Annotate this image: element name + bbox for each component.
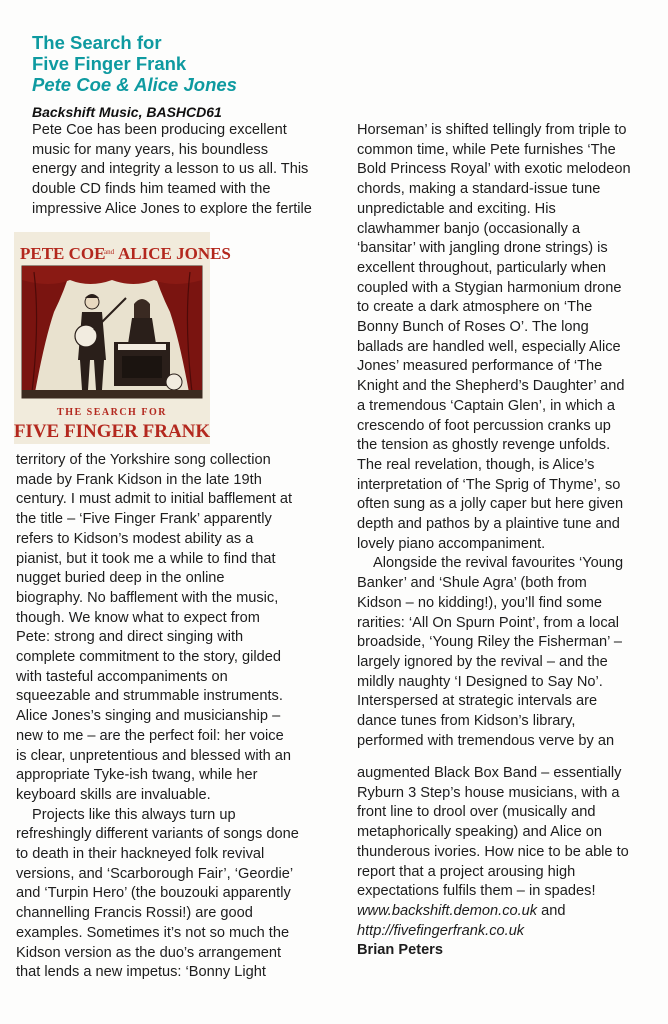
text-line: Pete Coe has been producing excellent (32, 122, 287, 138)
text-line: squeezable and strummable instruments. (16, 688, 283, 705)
text-line: unpredictable and exciting. His (357, 200, 556, 217)
text-line: versions, and ‘Scarborough Fair’, ‘Geordie’ (16, 865, 294, 882)
web-links-line-2 (357, 922, 659, 942)
text-line: ‘bansitar’ with jangling drone strings) is (357, 240, 608, 257)
text-line: The real revelation, though, is Alice’s (357, 456, 595, 473)
text-line: thunderous ivories. How nice to be able to (357, 843, 629, 860)
text-line: channelling Francis Rossi!) are good (16, 905, 253, 922)
column-2-body (357, 121, 659, 752)
text-line: depth and pathos by a plaintive tune and (357, 516, 620, 533)
text-line: Knight and the Shepherd’s Daughter’ and (357, 378, 625, 395)
text-line: mildly naughty ‘I Designed to Say No’. (357, 673, 603, 690)
text-line: examples. Sometimes it’s not so much the (16, 924, 290, 941)
text-line: clawhammer banjo (occasionally a (357, 220, 581, 237)
text-line: Alice Jones’s singing and musicianship – (16, 708, 281, 725)
column-1-body (16, 451, 341, 983)
text-line: a tremendous ‘Captain Glen’, in which a (357, 397, 615, 414)
text-line: Projects like this always turn up (32, 806, 236, 823)
text-line: music for many years, his boundless (32, 141, 269, 158)
text-line: refers to Kidson’s modest ability as a (16, 530, 254, 547)
text-line: Interspersed at strategic intervals are (357, 693, 598, 710)
web-and: and (537, 902, 566, 919)
text-line: though. We know what to expect from (16, 609, 260, 626)
text-line: Kidson – no kidding!), you’ll find some (357, 594, 602, 611)
text-line: Pete: strong and direct singing with (16, 629, 244, 646)
text-line: Kidson version as the duo’s arrangement (16, 944, 282, 961)
text-line: made by Frank Kidson in the late 19th (16, 471, 262, 488)
text-line: refreshingly different variants of songs done (16, 826, 299, 843)
text-line: front line to drool over (musically and (357, 804, 596, 821)
cover-title: FIVE FINGER FRANK (13, 421, 211, 442)
column-1-intro (32, 121, 337, 220)
website-link-backshift[interactable]: www.backshift.demon.co.uk (357, 902, 538, 919)
text-line: Jones’ measured performance of ‘The (357, 358, 603, 375)
text-line: and ‘Turpin Hero’ (the bouzouki apparently (16, 885, 291, 902)
text-line: report that a project arousing high (357, 863, 576, 880)
text-line: interpretation of ‘The Sprig of Thyme’, so (357, 476, 621, 493)
cover-artist-1: PETE COE (20, 244, 106, 263)
text-line: performed with tremendous verve by an (357, 732, 615, 749)
text-line: territory of the Yorkshire song collection (16, 452, 271, 468)
website-link-fivefingerfrank[interactable]: http://fivefingerfrank.co.uk (357, 922, 525, 939)
cover-and: and (104, 248, 115, 256)
text-line: to death in their hackneyed folk revival (16, 846, 265, 863)
text-line: augmented Black Box Band – essentially (357, 765, 622, 781)
text-line: Horseman’ is shifted tellingly from triple to (357, 122, 627, 138)
text-line: new to me – are the perfect foil: her voice (16, 727, 284, 744)
text-line: expectations fulfils them – in spades! (357, 883, 596, 900)
text-line: nugget buried deep in the online (16, 570, 225, 587)
text-line: the title – ‘Five Finger Frank’ apparently (16, 511, 272, 528)
text-line: excellent throughout, particularly when (357, 259, 607, 276)
text-line: chords, making a standard-issue tune (357, 181, 601, 198)
text-line: Bonny Bunch of Roses O’. The long (357, 319, 589, 336)
text-line: keyboard skills are invaluable. (16, 786, 211, 803)
review-heading (32, 32, 352, 95)
text-line: complete commitment to the story, gilded (16, 649, 281, 666)
text-line: the tension as ghostly revenge unfolds. (357, 437, 611, 454)
album-cover-image (13, 232, 231, 444)
text-line: rarities: ‘All On Spurn Point’, from a local (357, 614, 619, 631)
text-line: crescendo of foot percussion cranks up (357, 417, 611, 434)
web-links-line (357, 902, 659, 922)
text-line: energy and integrity a lesson to us all. This (32, 161, 309, 178)
text-line: with tasteful accompaniments on (16, 668, 228, 685)
text-line: lovely piano accompaniment. (357, 535, 546, 552)
column-2-ending (357, 764, 659, 961)
text-line: biography. No bafflement with the music, (16, 589, 279, 606)
text-line: Alongside the revival favourites ‘Young (373, 555, 624, 572)
text-line: that lends a new impetus: ‘Bonny Light (16, 964, 266, 981)
text-line: Ryburn 3 Step’s house musicians, with a (357, 784, 620, 801)
text-line: appropriate Tyke-ish twang, while her (16, 767, 258, 784)
cover-artist-2: ALICE JONES (118, 244, 231, 263)
text-line: coupled with a Stygian harmonium drone (357, 279, 622, 296)
text-line: is clear, unpretentious and blessed with an (16, 747, 292, 764)
text-line: broadside, ‘Young Riley the Fisherman’ – (357, 634, 623, 651)
text-line: pianist, but it took me a while to find that (16, 550, 276, 567)
text-line: ballads are handled well, especially Alice (357, 338, 621, 355)
text-line: impressive Alice Jones to explore the fertile (32, 200, 312, 217)
text-line: century. I must admit to initial bafflement at (16, 491, 293, 508)
artist-names: Pete Coe & Alice Jones (32, 74, 237, 95)
text-line: metaphorically speaking) and Alice on (357, 824, 602, 841)
cover-subtitle: THE SEARCH FOR (57, 407, 167, 418)
text-line: to create a dark atmosphere on ‘The (357, 299, 593, 316)
album-cover-artwork (13, 232, 231, 444)
text-line: double CD finds him teamed with the (32, 181, 271, 198)
text-line: largely ignored by the revival – and the (357, 653, 608, 670)
text-line: Banker’ and ‘Shule Agra’ (both from (357, 575, 587, 592)
text-line: often sung as a jolly caper but here given (357, 496, 624, 513)
reviewer-name: Brian Peters (357, 942, 443, 959)
record-label: Backshift Music, BASHCD61 (32, 104, 222, 120)
text-line: Bold Princess Royal’ with exotic melodeon (357, 161, 631, 178)
text-line: dance tunes from Kidson’s library, (357, 713, 576, 730)
album-title-line2: Five Finger Frank (32, 53, 187, 74)
text-line: common time, while Pete furnishes ‘The (357, 141, 616, 158)
album-title-line1: The Search for (32, 32, 162, 53)
